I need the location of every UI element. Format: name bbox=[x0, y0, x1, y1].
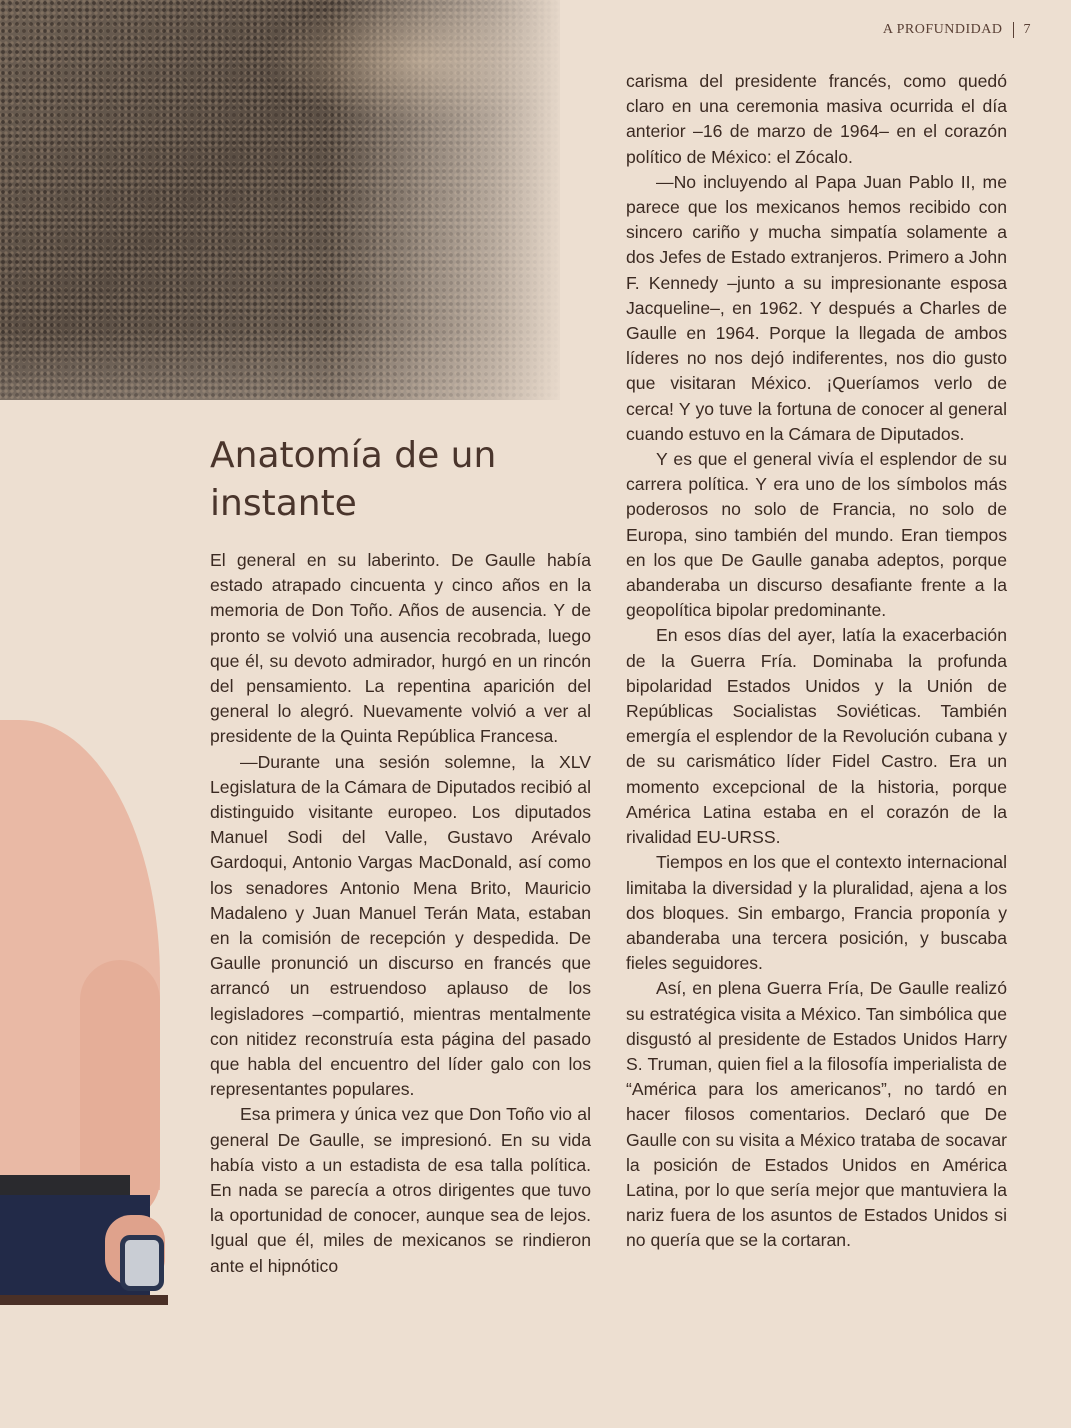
paragraph: Tiempos en los que el contexto internacional limitaba la diversidad y la pluralidad, ajena a los dos bloques. Sin embargo, Francia proponía y abanderaba una tercera posición, y buscaba fieles seguidores. bbox=[626, 852, 1007, 974]
paragraph: —Durante una sesión solemne, la XLV Legislatura de la Cámara de Diputados recibió al distinguido visitante europeo. Los diputados Manuel Sodi del Valle, Gustavo Arévalo Gardoqui, Antonio Vargas MacDonald, así como los senadores Antonio Mena Brito, Mauricio Madaleno y Juan Manuel Terán Mata, estaban en la comisión de recepción y despedida. De Gaulle pronunció un discurso en francés que arrancó un estruendoso aplauso de los legisladores –compartió, mientras mentalmente con nitidez reconstruía esta página del pasado que habla del encuentro del líder galo con los representantes populares. bbox=[210, 751, 591, 1100]
paragraph: El general en su laberinto. De Gaulle había estado atrapado cincuenta y cinco años en la memoria de Don Toño. Años de ausencia. Y de pronto se volvió una ausencia recobrada, luego que él, su devoto admirador, hurgó en un rincón del pensamiento. La repentina aparición del general lo alegró. Nuevamente volvió a ver al presidente de la Quinta República Francesa. bbox=[210, 550, 591, 747]
paragraph: Así, en plena Guerra Fría, De Gaulle realizó su estratégica visita a México. Tan simbólica que disgustó al presidente de Estados Unidos Harry S. Truman, quien fiel a la filosofía imperialista de “América para los americanos”, no tardó en hacer filosos comentarios. Declaró que De Gaulle con su visita a México trataba de socavar la posición de Estados Unidos en América Latina, por lo que sería mejor que mantuviera la nariz fuera de los asuntos de Estados Unidos si no quería que se la cortaran. bbox=[626, 978, 1007, 1251]
right-column bbox=[626, 69, 1007, 1254]
wristwatch bbox=[120, 1235, 164, 1291]
paragraph: carisma del presidente francés, como quedó claro en una ceremonia masiva ocurrida el día anterior –16 de marzo de 1964– en el corazón político de México: el Zócalo. bbox=[626, 71, 1007, 167]
photo-bottom-fade bbox=[0, 330, 560, 400]
paragraph: En esos días del ayer, latía la exacerbación de la Guerra Fría. Dominaba la profunda bipolaridad Estados Unidos y la Unión de Repúblicas Socialistas Soviéticas. También emergía el esplendor de la Revolución cubana y de su carismático líder Fidel Castro. Era un momento excepcional de la historia, porque América Latina estaba en el corazón de la rivalidad EU-URSS. bbox=[626, 625, 1007, 848]
left-column bbox=[210, 548, 591, 1279]
person-photo bbox=[0, 720, 170, 1295]
running-header bbox=[883, 22, 1031, 38]
paragraph: —No incluyendo al Papa Juan Pablo II, me parece que los mexicanos hemos recibido con sincero cariño y mucha simpatía solamente a dos Jefes de Estado extranjeros. Primero a John F. Kennedy –junto a su impresionante esposa Jacqueline–, en 1962. Y después a Charles de Gaulle en 1964. Porque la llegada de ambos líderes no nos dejó indiferentes, nos dio gusto que visitaran México. ¡Queríamos verlo de cerca! Y yo tuve la fortuna de conocer al general cuando estuvo en la Cámara de Diputados. bbox=[626, 171, 1007, 444]
page-number: 7 bbox=[1023, 22, 1031, 37]
header-separator bbox=[1013, 22, 1014, 38]
divider-rule bbox=[0, 1295, 168, 1305]
article-subheading: Anatomía de un instante bbox=[210, 435, 497, 524]
paragraph: Esa primera y única vez que Don Toño vio al general De Gaulle, se impresionó. En su vida había visto a un estadista de esa talla política. En nada se parecía a otros dirigentes que tuvo la oportunidad de conocer, aunque sea de lejos. Igual que él, miles de mexicanos se rindieron ante el hipnótico bbox=[210, 1104, 591, 1276]
belt bbox=[0, 1175, 130, 1197]
paragraph: Y es que el general vivía el esplendor de su carrera política. Y era uno de los símbolos más poderosos no solo de Francia, no solo de Europa, sino también del mundo. Eran tiempos en los que De Gaulle ganaba adeptos, porque abanderaba un discurso desafiante frente a la geopolítica bipolar predominante. bbox=[626, 449, 1007, 621]
section-label: A PROFUNDIDAD bbox=[882, 22, 1003, 37]
